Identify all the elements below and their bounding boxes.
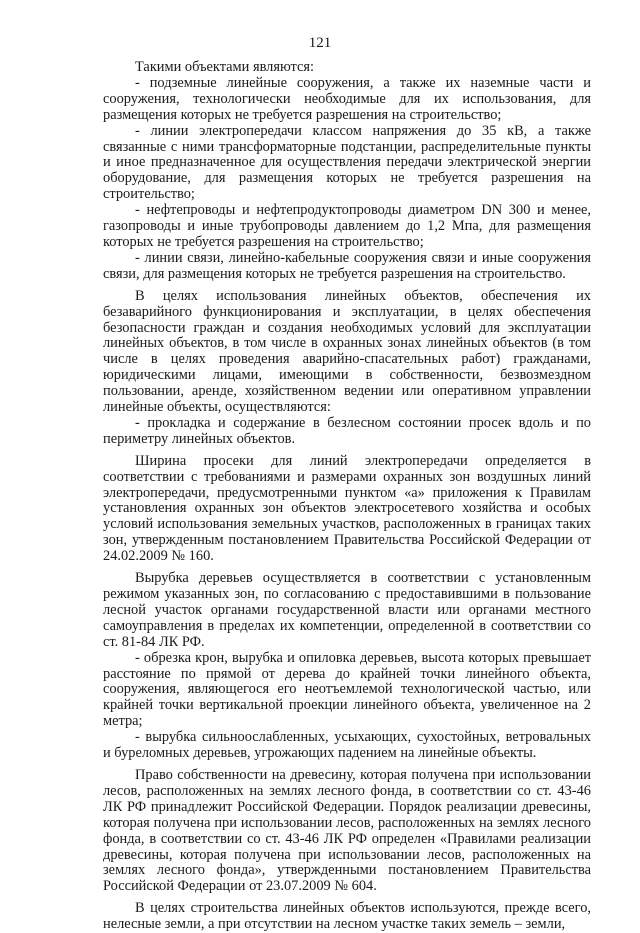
- paragraph: Вырубка деревьев осуществляется в соответствии с установленным режимом указанных зон, по согласованию с предоставившими в пользование лесной участок органами государственной власти или органами местного самоуправления в пределах их компетенции, определенной в соответствии со ст. 81-84 ЛК РФ.: [103, 570, 591, 650]
- list-item: - подземные линейные сооружения, а также их наземные части и сооружения, технологически необходимые для их использования, для размещения которых не требуется разрешения на строительство;: [103, 74, 591, 123]
- paragraph: В целях использования линейных объектов, обеспечения их безаварийного функционирования и эксплуатации, в целях обеспечения безопасности граждан и создания необходимых условий для эксплуатации линейных объектов, в том числе в охранных зонах линейных объектов (в том числе в целях проведения аварийно-спасательных работ) гражданами, юридическими лицами, имеющими в собственности, безвозмездном пользовании, аренде, хозяйственном ведении или оперативном управлении линейные объекты, осуществляются:: [103, 287, 591, 416]
- list-item: - обрезка крон, вырубка и опиловка деревьев, высота которых превышает расстояние по прямой от дерева до крайней точки линейного объекта, сооружения, являющегося его неотъемлемой технологической частью, или крайней точки вертикальной проекции линейного объекта, увеличенное на 2 метра;: [103, 649, 591, 730]
- paragraph: Такими объектами являются:: [135, 59, 315, 75]
- paragraph: В целях строительства линейных объектов используются, прежде всего, нелесные земли, а при отсутствии на лесном участке таких земель – земли,: [103, 900, 591, 933]
- list-item: - линии электропередачи классом напряжения до 35 кВ, а также связанные с ними трансформаторные подстанции, распределительные пункты и иное предназначенное для осуществления передачи электрической энергии оборудование, для размещения которых не требуется разрешения на строительство;: [103, 122, 591, 203]
- list-item: - линии связи, линейно-кабельные сооружения связи и иные сооружения связи, для размещения которых не требуется разрешения на строительство.: [103, 249, 591, 282]
- document-body: [103, 60, 591, 933]
- page-number: 121: [308, 35, 332, 51]
- paragraph: Право собственности на древесину, которая получена при использовании лесов, расположенных на землях лесного фонда, в соответствии со ст. 43-46 ЛК РФ принадлежит Российской Федерации. Порядок реализации древесины, которая получена при использовании лесов, расположенных на землях лесного фонда, в соответствии со ст. 43-46 ЛК РФ определен «Правилами реализации древесины, которая получена при использовании лесов, расположенных на землях лесного фонда», утвержденными постановлением Правительства Российской Федерации от 23.07.2009 № 604.: [103, 766, 591, 895]
- paragraph: Ширина просеки для линий электропередачи определяется в соответствии с требованиями и размерами охранных зон воздушных линий электропередачи, предусмотренными пунктом «а» приложения к Правилам установления охранных зон объектов электросетевого хозяйства и особых условий использования земельных участков, расположенных в границах таких зон, утвержденным постановлением Правительства Российской Федерации от 24.02.2009 № 160.: [103, 452, 591, 565]
- list-item: - прокладка и содержание в безлесном состоянии просек вдоль и по периметру линейных объектов.: [103, 414, 591, 447]
- list-item: - нефтепроводы и нефтепродуктопроводы диаметром DN 300 и менее, газопроводы и иные трубопроводы давлением до 1,2 Мпа, для размещения которых не требуется разрешения на строительство;: [103, 202, 591, 250]
- list-item: - вырубка сильноослабленных, усыхающих, сухостойных, ветровальных и буреломных деревьев, угрожающих падением на линейные объекты.: [103, 729, 591, 762]
